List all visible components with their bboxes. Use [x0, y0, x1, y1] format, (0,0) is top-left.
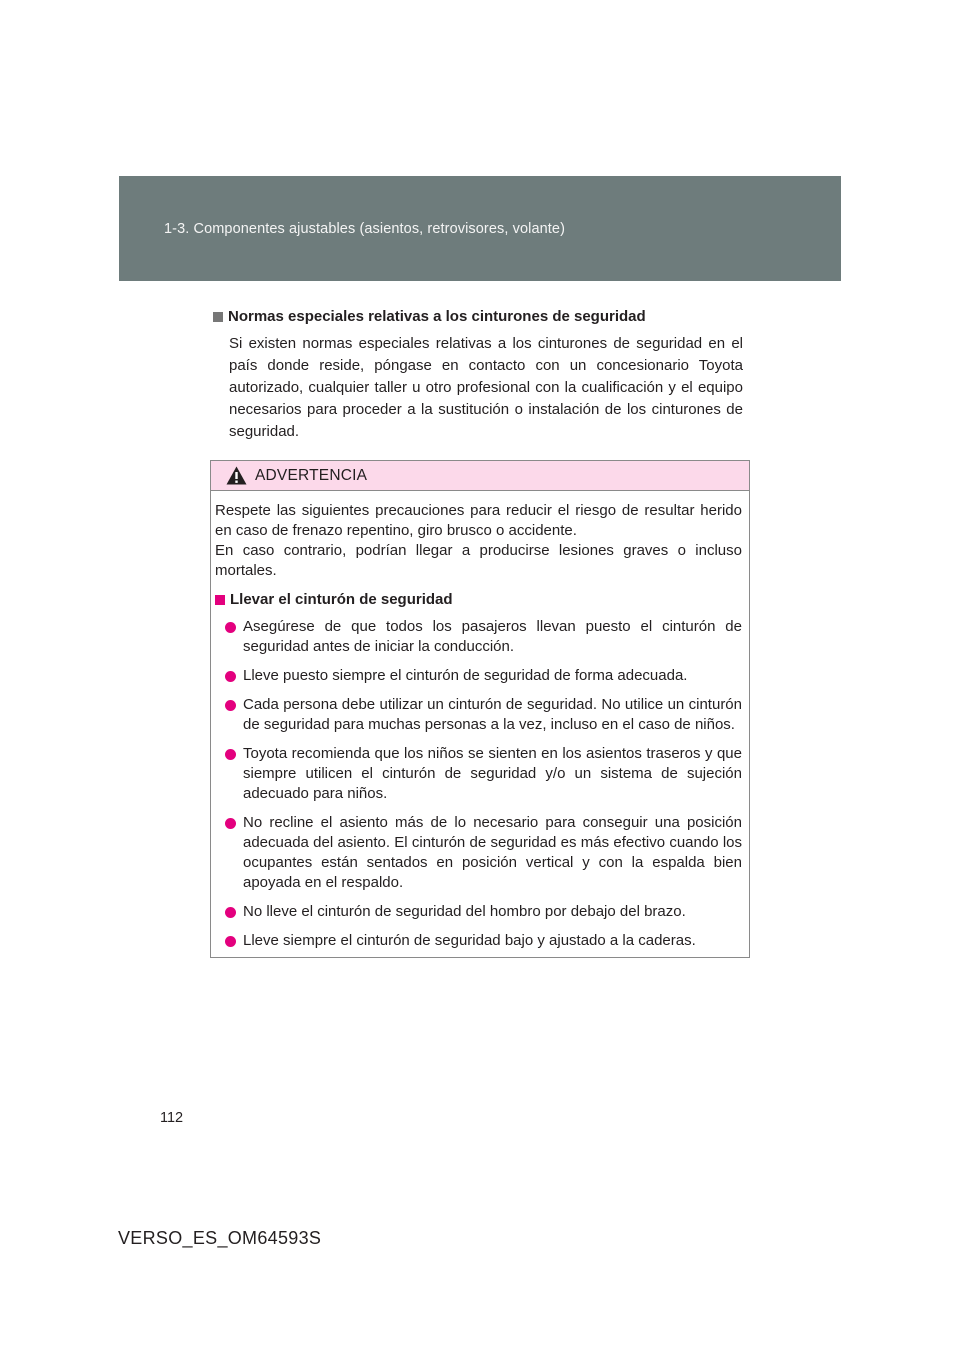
list-item	[215, 666, 742, 686]
list-item-text: Asegúrese de que todos los pasajeros llevan puesto el cinturón de seguridad antes de iniciar la conducción.	[243, 618, 742, 655]
warning-triangle-icon	[226, 466, 247, 485]
list-item-text: Lleve siempre el cinturón de seguridad bajo y ajustado a la caderas.	[243, 932, 696, 949]
list-item	[215, 931, 742, 951]
list-item-text: Toyota recomienda que los niños se sienten en los asientos traseros y que siempre utilicen el cinturón de seguridad y/o un sistema de sujeción adecuado para niños.	[243, 745, 742, 802]
list-item-text: No recline el asiento más de lo necesario para conseguir una posición adecuada del asiento. El cinturón de seguridad es más efectivo cuando los ocupantes están sentados en posición vertical y con la espalda bien apoyada en el respaldo.	[243, 814, 742, 891]
list-item	[215, 813, 742, 893]
warning-content	[211, 491, 749, 951]
special-rules-body: Si existen normas especiales relativas a los cinturones de seguridad en el país donde reside, póngase en contacto con un concesionario Toyota autorizado, cualquier taller u otro profesional con la cualificación y el equipo necesarios para proceder a la sustitución o instalación de los cinturones de seguridad.	[229, 335, 743, 440]
list-item	[215, 744, 742, 804]
section-title: 1-3. Componentes ajustables (asientos, retrovisores, volante)	[164, 221, 566, 237]
warning-intro-2: En caso contrario, podrían llegar a producirse lesiones graves o incluso mortales.	[215, 542, 742, 579]
seatbelt-subheading-text: Llevar el cinturón de seguridad	[230, 591, 453, 608]
warning-intro-1: Respete las siguientes precauciones para reducir el riesgo de resultar herido en caso de frenazo repentino, giro brusco o accidente.	[215, 502, 742, 539]
square-bullet-icon	[215, 595, 225, 605]
seatbelt-subheading	[215, 590, 742, 610]
list-item-text: Lleve puesto siempre el cinturón de seguridad de forma adecuada.	[243, 667, 688, 684]
round-bullet-icon	[225, 907, 236, 918]
round-bullet-icon	[225, 749, 236, 760]
section-header-band	[119, 176, 841, 281]
list-item-text: Cada persona debe utilizar un cinturón de seguridad. No utilice un cinturón de seguridad para muchas personas a la vez, incluso en el caso de niños.	[243, 696, 742, 733]
list-item	[215, 617, 742, 657]
page-number: 112	[160, 1110, 184, 1126]
warning-header	[211, 461, 749, 491]
document-code: VERSO_ES_OM64593S	[118, 1228, 322, 1248]
round-bullet-icon	[225, 700, 236, 711]
warning-box	[210, 460, 750, 958]
list-item	[215, 902, 742, 922]
seatbelt-precautions-list	[215, 617, 742, 951]
list-item-text: No lleve el cinturón de seguridad del hombro por debajo del brazo.	[243, 903, 686, 920]
list-item	[215, 695, 742, 735]
square-bullet-icon	[213, 312, 223, 322]
special-rules-heading	[213, 307, 743, 327]
round-bullet-icon	[225, 818, 236, 829]
special-rules-section	[213, 307, 743, 443]
round-bullet-icon	[225, 671, 236, 682]
special-rules-heading-text: Normas especiales relativas a los cinturones de seguridad	[228, 308, 646, 325]
warning-title: ADVERTENCIA	[255, 466, 368, 484]
round-bullet-icon	[225, 936, 236, 947]
round-bullet-icon	[225, 622, 236, 633]
